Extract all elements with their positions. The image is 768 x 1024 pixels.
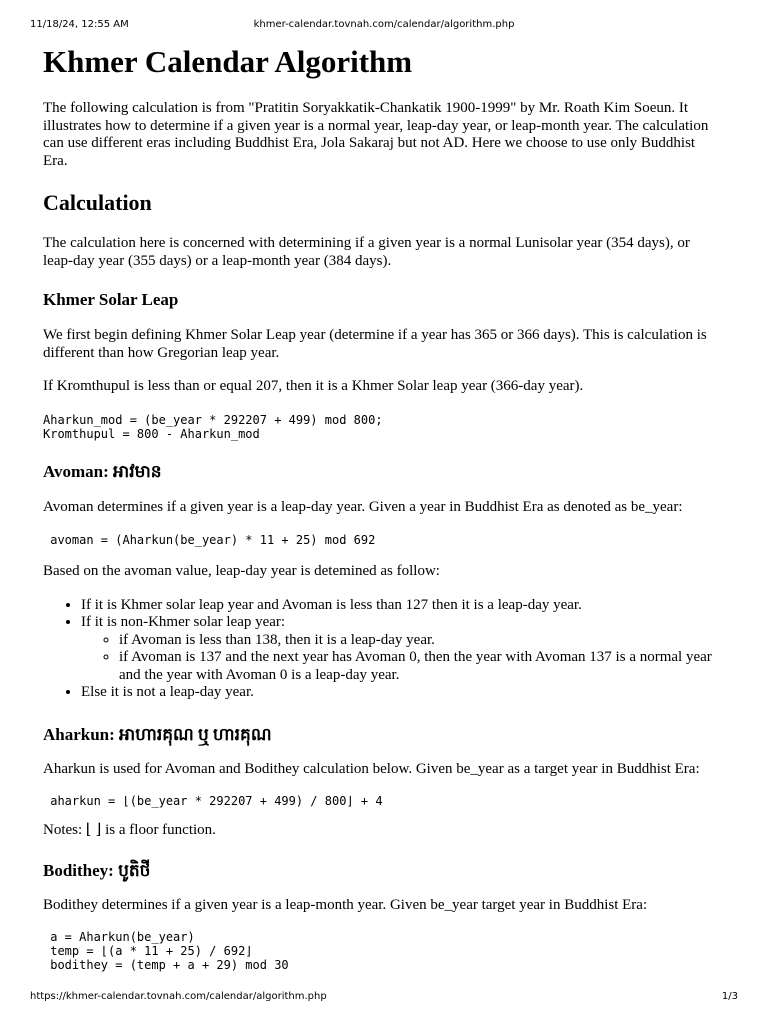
print-header xyxy=(0,19,768,33)
page-number: 1/3 xyxy=(721,991,738,1002)
bodithey-heading: Bodithey: បូតិថី xyxy=(43,860,151,880)
list-item-text: If it is non-Khmer solar leap year: xyxy=(81,614,286,630)
intro-paragraph: The following calculation is from "Pratitin Soryakkatik-Chankatik 1900-1999" by Mr. Roath Kim Soeun. It illustrates how to determine if a given year is a normal year, leap-day year, or leap-month year. The calculation can use different eras including Buddhist Era, Jola Sakaraj but not AD. Here we choose to use only Buddhist Era. xyxy=(43,100,709,169)
print-datetime: 11/18/24, 12:55 AM xyxy=(30,19,129,30)
avoman-heading: Avoman: អាវមាន xyxy=(43,461,162,481)
list-item xyxy=(81,614,723,684)
aharkun-note: Notes: ⌊ ⌋ is a floor function. xyxy=(43,822,216,838)
avoman-code: avoman = (Aharkun(be_year) * 11 + 25) mod 692 xyxy=(43,533,376,547)
calculation-paragraph: The calculation here is concerned with determining if a given year is a normal Lunisolar year (354 days), or leap-day year (355 days) or a leap-month year (384 days). xyxy=(43,235,690,269)
print-footer xyxy=(0,991,768,1005)
avoman-paragraph-2: Based on the avoman value, leap-day year is detemined as follow: xyxy=(43,563,440,579)
bodithey-paragraph: Bodithey determines if a given year is a leap-month year. Given be_year target year in Buddhist Era: xyxy=(43,896,648,913)
aharkun-paragraph: Aharkun is used for Avoman and Bodithey calculation below. Given be_year as a target year in Buddhist Era: xyxy=(43,760,700,777)
calculation-heading: Calculation xyxy=(43,190,152,215)
solar-leap-paragraph-1: We first begin defining Khmer Solar Leap year (determine if a year has 365 or 366 days). This is calculation is different than how Gregorian leap year. xyxy=(43,327,707,361)
solar-leap-heading: Khmer Solar Leap xyxy=(43,290,179,309)
list-item: ◦ if Avoman is 137 and the next year has Avoman 0, then the year with Avoman 137 is a normal year and the year with Avoman 0 is a leap-day year. xyxy=(119,649,723,684)
page-title: Khmer Calendar Algorithm xyxy=(43,44,413,79)
aharkun-heading: Aharkun: អាហារគុណ ឬ ហារគុណ xyxy=(43,724,272,744)
article xyxy=(43,44,723,972)
list-item: • Else it is not a leap-day year. xyxy=(81,684,723,702)
avoman-paragraph-1: Avoman determines if a given year is a leap-day year. Given a year in Buddhist Era as denoted as be_year: xyxy=(43,498,683,515)
avoman-rule-list xyxy=(43,597,723,702)
aharkun-code: aharkun = ⌊(be_year * 292207 + 499) / 800⌋ + 4 xyxy=(43,794,383,808)
list-item: ◦ if Avoman is less than 138, then it is a leap-day year. xyxy=(119,632,723,650)
print-header-url: khmer-calendar.tovnah.com/calendar/algorithm.php xyxy=(253,19,515,30)
list-item: • If it is Khmer solar leap year and Avoman is less than 127 then it is a leap-day year. xyxy=(81,597,723,615)
bodithey-code: a = Aharkun(be_year) temp = ⌊(a * 11 + 25) / 692⌋ bodithey = (temp + a + 29) mod 30 xyxy=(50,930,289,972)
print-footer-url: https://khmer-calendar.tovnah.com/calendar/algorithm.php xyxy=(30,991,327,1002)
solar-leap-paragraph-2: If Kromthupul is less than or equal 207, then it is a Khmer Solar leap year (366-day year). xyxy=(43,378,584,394)
avoman-sub-list xyxy=(81,632,723,685)
solar-leap-code: Aharkun_mod = (be_year * 292207 + 499) mod 800; Kromthupul = 800 - Aharkun_mod xyxy=(43,412,383,441)
